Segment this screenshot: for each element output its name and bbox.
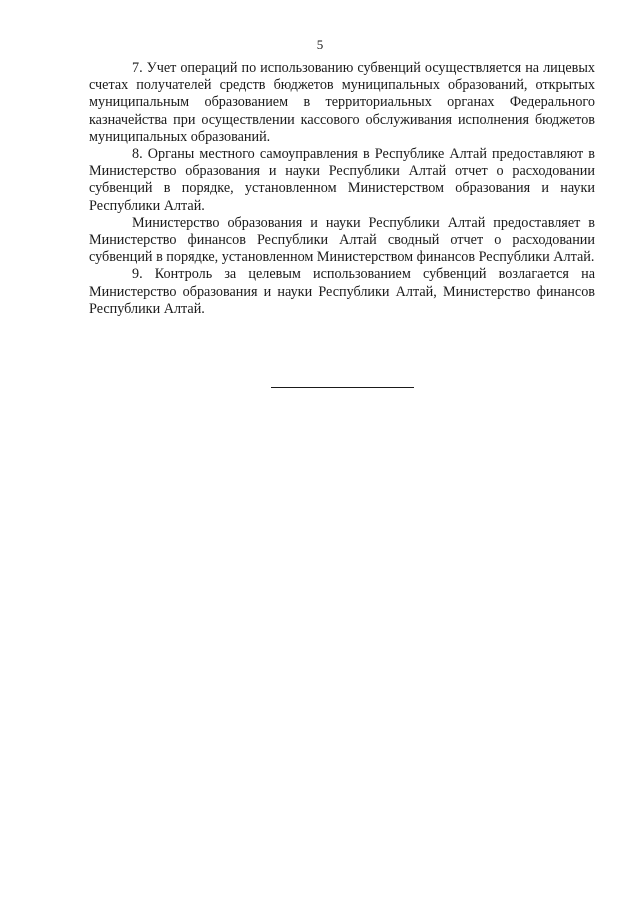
- paragraph-9-control: 9. Контроль за целевым использованием субвенций возлагается на Министерство образования и науки Республики Алтай, Министерство финансов Республики Алтай.: [89, 266, 595, 317]
- paragraph-ministry-consolidated-report: Министерство образования и науки Республики Алтай предоставляет в Министерство финансов Республики Алтай сводный отчет о расходовании субвенций в порядке, установленном Министерством финансов Республики Алтай.: [89, 214, 595, 266]
- paragraph-7-accounting: 7. Учет операций по использованию субвенций осуществляется на лицевых счетах получателей средств бюджетов муниципальных образований, открытых муниципальным образованием в территориальных органах Федерального казначейства при осуществлении кассового обслуживания исполнения бюджетов муниципальных образований.: [89, 60, 595, 145]
- document-body: [89, 60, 595, 318]
- page-number: 5: [316, 37, 324, 52]
- paragraph-8-reporting: 8. Органы местного самоуправления в Республике Алтай предоставляют в Министерство образования и науки Республики Алтай отчет о расходовании субвенций в порядке, установленном Министерством образования и науки Республики Алтай.: [89, 146, 595, 214]
- end-of-document-divider: [271, 387, 414, 388]
